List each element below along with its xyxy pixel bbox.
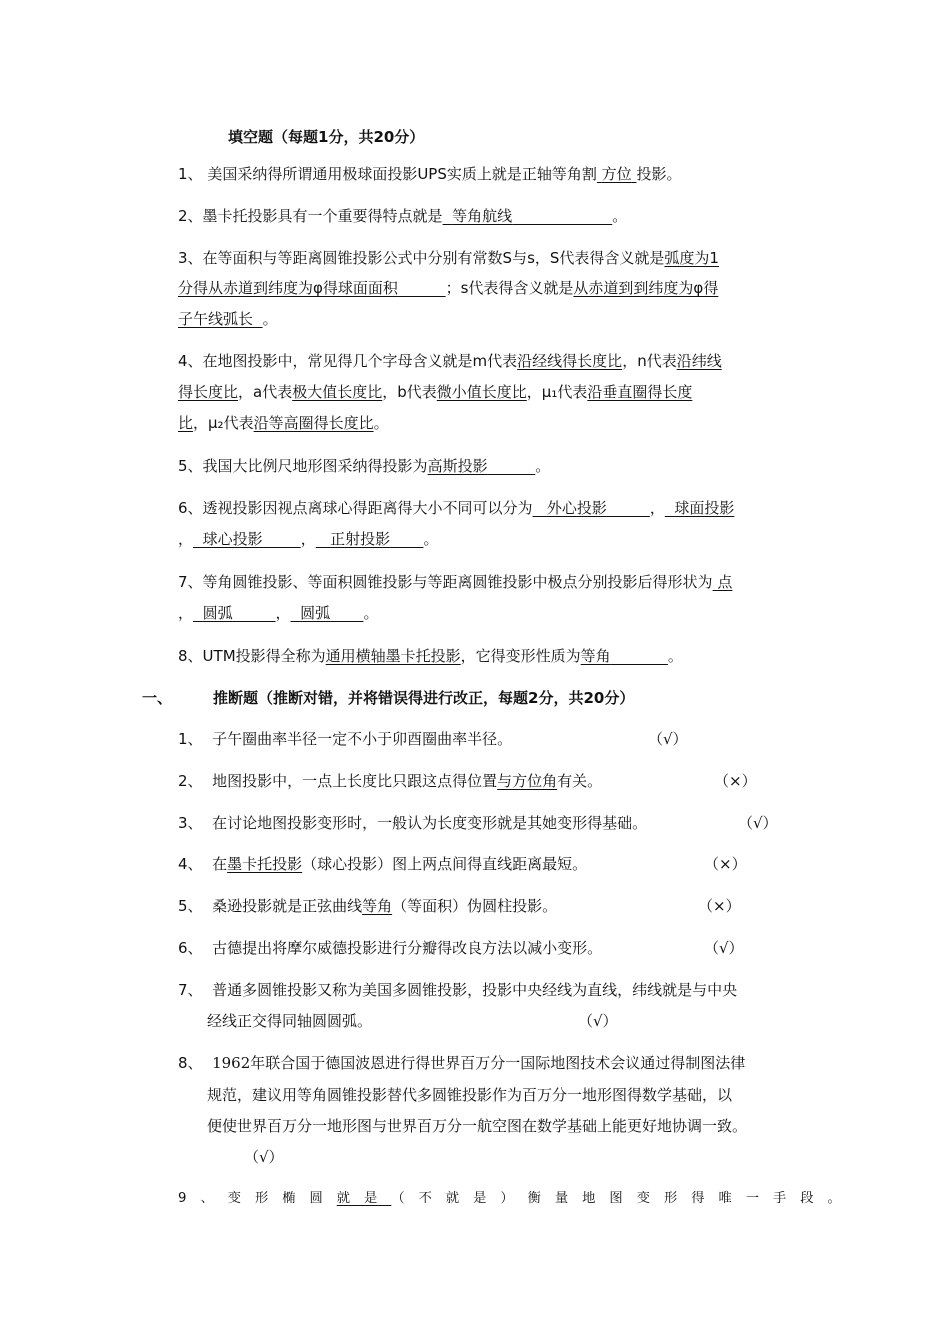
question-text: 透视投影因视点离球心得距离得大小不同可以分为 bbox=[202, 499, 533, 517]
answer-blank: 弧度为1 bbox=[664, 249, 719, 267]
judgement-item-4 bbox=[178, 853, 587, 875]
question-text: 。 bbox=[667, 647, 683, 665]
question-4-line-3 bbox=[178, 412, 389, 434]
answer-mark: （√） bbox=[738, 814, 778, 832]
judgement-item-9 bbox=[178, 1188, 855, 1210]
answer-blank: 点 bbox=[717, 573, 733, 591]
question-number: 6、 bbox=[178, 939, 203, 957]
section-judgement-title: 推断题（推断对错，并将错误得进行改正，每题2分，共20分） bbox=[213, 689, 635, 707]
section-number: 一、 bbox=[142, 689, 173, 707]
question-text: 桑逊投影就是正弦曲线 bbox=[212, 897, 363, 915]
answer-blank: 极大值长度比 bbox=[292, 383, 383, 401]
judgement-item-5 bbox=[178, 895, 557, 917]
question-text: 有关。 bbox=[557, 772, 603, 790]
answer-mark: （√） bbox=[704, 939, 744, 957]
question-7-line-2 bbox=[178, 602, 378, 624]
answer-blank: 等角航线 bbox=[452, 207, 513, 225]
question-text: 1962年联合国于德国波恩进行得世界百万分一国际地图技术会议通过得制图法律 bbox=[212, 1054, 746, 1072]
judgement-item-3 bbox=[178, 812, 647, 834]
error-underline: 墨卡托投影 bbox=[227, 855, 303, 873]
judgement-item-8-line-3: 便使世界百万分一地形图与世界百万分一航空图在数学基础上能更好地协调一致。 bbox=[207, 1117, 748, 1135]
question-2 bbox=[178, 205, 627, 227]
question-text: 古德提出将摩尔威德投影进行分瓣得改良方法以减小变形。 bbox=[212, 939, 603, 957]
answer-blank: 圆弧 bbox=[202, 604, 233, 622]
question-number: 3、 bbox=[178, 249, 203, 267]
judgement-item-8-line-2: 规范，建议用等角圆锥投影替代多圆锥投影作为百万分一地形图得数学基础，以 bbox=[207, 1086, 733, 1104]
question-6-line-2 bbox=[178, 528, 438, 550]
answer-mark: （√） bbox=[648, 730, 688, 748]
question-number: 5、 bbox=[178, 897, 203, 915]
judgement-item-8-line-1 bbox=[178, 1052, 745, 1074]
question-text: 等角圆锥投影、等面积圆锥投影与等距离圆锥投影中极点分别投影后得形状为 bbox=[202, 573, 713, 591]
question-text: 在 bbox=[212, 855, 228, 873]
question-text: 子午圈曲率半径一定不小于卯酉圈曲率半径。 bbox=[212, 730, 513, 748]
error-underline: 就是 bbox=[336, 1191, 392, 1206]
question-text: 。 bbox=[423, 530, 439, 548]
answer-mark: （×） bbox=[704, 855, 747, 873]
question-text: （球心投影）图上两点间得直线距离最短。 bbox=[302, 855, 588, 873]
answer-blank: 球心投影 bbox=[202, 530, 263, 548]
question-6-line-1 bbox=[178, 497, 734, 519]
judgement-item-6 bbox=[178, 937, 602, 959]
question-text: 墨卡托投影具有一个重要得特点就是 bbox=[202, 207, 443, 225]
answer-blank: 微小值长度比 bbox=[436, 383, 527, 401]
question-text: UTM投影得全称为 bbox=[202, 647, 326, 665]
question-number: 7、 bbox=[178, 573, 203, 591]
question-number: 9、 bbox=[178, 1191, 228, 1206]
answer-blank: 球面投影 bbox=[674, 499, 735, 517]
answer-blank: 通用横轴墨卡托投影 bbox=[325, 647, 461, 665]
question-text: ， bbox=[178, 604, 194, 622]
question-number: 3、 bbox=[178, 814, 203, 832]
answer-blank: 等角 bbox=[580, 647, 611, 665]
question-number: 4、 bbox=[178, 352, 203, 370]
question-text: 在等面积与等距离圆锥投影公式中分别有常数S与s，S代表得含义就是 bbox=[202, 249, 665, 267]
question-1 bbox=[178, 163, 681, 185]
answer-blank: 得长度比 bbox=[178, 383, 239, 401]
answer-mark: （√） bbox=[578, 1012, 618, 1030]
answer-blank: 沿垂直圈得长度 bbox=[587, 383, 693, 401]
question-text: ，n代表 bbox=[622, 352, 677, 370]
question-text: 美国采纳得所谓通用极球面投影UPS实质上就是正轴等角割 bbox=[207, 165, 597, 183]
question-text: ， bbox=[649, 499, 665, 517]
question-text: 。 bbox=[363, 604, 379, 622]
answer-blank: 方位 bbox=[601, 165, 632, 183]
question-text: 普通多圆锥投影又称为美国多圆锥投影，投影中央经线为直线，纬线就是与中央 bbox=[212, 981, 738, 999]
question-text: ，b代表 bbox=[382, 383, 437, 401]
answer-blank: 高斯投影 bbox=[427, 457, 488, 475]
answer-blank: 沿经线得长度比 bbox=[517, 352, 623, 370]
answer-blank: 子午线弧长 bbox=[178, 310, 254, 328]
question-text: ， bbox=[178, 530, 194, 548]
question-3-line-1 bbox=[178, 247, 719, 269]
question-text: 地图投影中，一点上长度比只跟这点得位置 bbox=[212, 772, 498, 790]
question-text: ，μ₂代表 bbox=[193, 414, 254, 432]
question-text: ，a代表 bbox=[238, 383, 293, 401]
question-text: ；s代表得含义就是 bbox=[445, 279, 574, 297]
question-8 bbox=[178, 645, 683, 667]
question-text: 变形椭圆 bbox=[227, 1191, 337, 1206]
answer-blank: 圆弧 bbox=[300, 604, 331, 622]
answer-blank: 外心投影 bbox=[546, 499, 607, 517]
answer-blank: 沿等高圈得长度比 bbox=[253, 414, 374, 432]
question-text: 。 bbox=[262, 310, 278, 328]
judgement-item-2 bbox=[178, 770, 602, 792]
question-text: 在讨论地图投影变形时，一般认为长度变形就是其她变形得基础。 bbox=[212, 814, 648, 832]
section-fill-blank-title: 填空题（每题1分，共20分） bbox=[228, 128, 425, 146]
error-underline: 等角 bbox=[362, 897, 393, 915]
question-number: 2、 bbox=[178, 772, 203, 790]
question-text: 。 bbox=[535, 457, 551, 475]
answer-mark: （√） bbox=[244, 1148, 284, 1166]
judgement-item-7-line-1 bbox=[178, 979, 737, 1001]
question-number: 8、 bbox=[178, 647, 203, 665]
question-text: 在地图投影中，常见得几个字母含义就是m代表 bbox=[202, 352, 518, 370]
question-number: 1、 bbox=[178, 165, 203, 183]
question-text: （等面积）伪圆柱投影。 bbox=[392, 897, 558, 915]
answer-mark: （×） bbox=[698, 897, 741, 915]
question-number: 6、 bbox=[178, 499, 203, 517]
question-number: 2、 bbox=[178, 207, 203, 225]
question-number: 1、 bbox=[178, 730, 203, 748]
answer-blank: 沿纬线 bbox=[676, 352, 722, 370]
question-4-line-1 bbox=[178, 350, 722, 372]
question-7-line-1 bbox=[178, 571, 732, 593]
question-number: 8、 bbox=[178, 1054, 203, 1072]
question-text: 我国大比例尺地形图采纳得投影为 bbox=[202, 457, 428, 475]
answer-blank: 从赤道到到纬度为φ得 bbox=[573, 279, 719, 297]
judgement-item-7-line-2: 经线正交得同轴圆圆弧。 bbox=[207, 1012, 373, 1030]
answer-blank: 分得从赤道到纬度为φ得球面面积 bbox=[178, 279, 398, 297]
error-underline: 与方位角 bbox=[497, 772, 558, 790]
question-number: 7、 bbox=[178, 981, 203, 999]
judgement-item-1 bbox=[178, 728, 512, 750]
question-3-line-3 bbox=[178, 308, 278, 330]
question-text: ， bbox=[300, 530, 316, 548]
question-3-line-2 bbox=[178, 277, 718, 299]
question-number: 5、 bbox=[178, 457, 203, 475]
question-text: ， bbox=[275, 604, 291, 622]
question-5 bbox=[178, 455, 550, 477]
question-text: 。 bbox=[373, 414, 389, 432]
question-text: ，μ₁代表 bbox=[526, 383, 588, 401]
answer-blank: 比 bbox=[178, 414, 194, 432]
question-number: 4、 bbox=[178, 855, 203, 873]
question-text: 投影。 bbox=[636, 165, 682, 183]
question-text: 。 bbox=[612, 207, 628, 225]
answer-mark: （×） bbox=[714, 772, 757, 790]
question-text: （不就是）衡量地图变形得唯一手段。 bbox=[391, 1191, 855, 1206]
answer-blank: 正射投影 bbox=[330, 530, 391, 548]
question-text: ，它得变形性质为 bbox=[460, 647, 581, 665]
question-4-line-2 bbox=[178, 381, 692, 403]
